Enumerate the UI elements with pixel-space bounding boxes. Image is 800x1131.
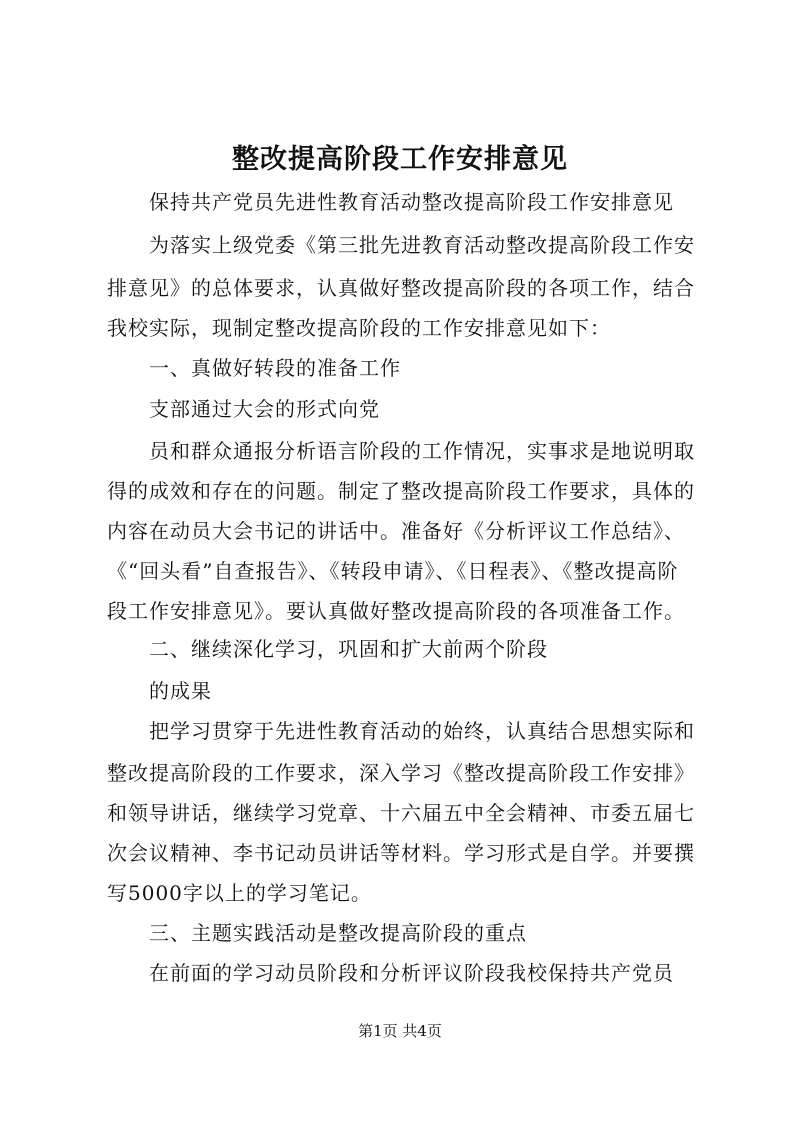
paragraph-line: 员和群众通报分析语言阶段的工作情况，实事求是地说明取 <box>149 439 695 463</box>
section-heading: 三、主题实践活动是整改提高阶段的重点 <box>149 921 527 945</box>
paragraph-line: 《“回头看”自查报告》、《转段申请》、《日程表》、《整改提高阶 <box>107 559 679 583</box>
paragraph-line: 支部通过大会的形式向党 <box>149 397 380 421</box>
paragraph-line: 排意见》的总体要求，认真做好整改提高阶段的各项工作，结合 <box>107 276 695 300</box>
section-heading: 一、真做好转段的准备工作 <box>149 356 401 380</box>
paragraph-line: 次会议精神、李书记动员讲话等材料。学习形式是自学。并要撰 <box>107 841 695 865</box>
document-title: 整改提高阶段工作安排意见 <box>232 144 568 175</box>
paragraph-line: 我校实际，现制定整改提高阶段的工作安排意见如下： <box>107 316 611 340</box>
paragraph-line: 为落实上级党委《第三批先进教育活动整改提高阶段工作安 <box>149 233 695 257</box>
paragraph-line: 内容在动员大会书记的讲话中。准备好《分析评议工作总结》、 <box>107 519 685 543</box>
section-heading-continuation: 的成果 <box>149 679 212 703</box>
paragraph-line: 得的成效和存在的问题。制定了整改提高阶段工作要求，具体的 <box>107 479 695 503</box>
paragraph-line: 把学习贯穿于先进性教育活动的始终，认真结合思想实际和 <box>149 719 695 743</box>
paragraph-line: 段工作安排意见》。要认真做好整改提高阶段的各项准备工作。 <box>107 599 685 623</box>
paragraph-line: 保持共产党员先进性教育活动整改提高阶段工作安排意见 <box>149 190 674 214</box>
paragraph-line: 写5000字以上的学习笔记。 <box>107 881 372 905</box>
paragraph-line: 在前面的学习动员阶段和分析评议阶段我校保持共产党员 <box>149 961 674 985</box>
page-number-footer: 第1页 共4页 <box>358 1022 442 1040</box>
paragraph-line: 整改提高阶段的工作要求，深入学习《整改提高阶段工作安排》 <box>107 761 695 785</box>
paragraph-line: 和领导讲话，继续学习党章、十六届五中全会精神、市委五届七 <box>107 801 695 825</box>
section-heading: 二、继续深化学习，巩固和扩大前两个阶段 <box>149 637 548 661</box>
